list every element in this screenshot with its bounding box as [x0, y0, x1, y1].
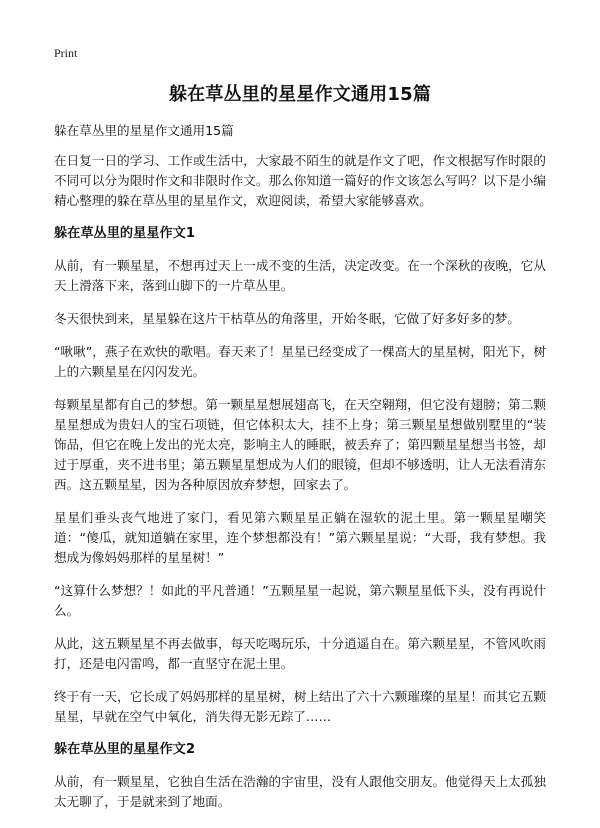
essay-heading: 躲在草丛里的星星作文2	[54, 742, 196, 757]
essay-2	[54, 740, 546, 812]
page-title: 躲在草丛里的星星作文通用15篇	[168, 84, 432, 105]
essay-paragraph: 从此，这五颗星星不再去做事，每天吃喝玩乐，十分逍遥自在。第六颗星星，不管风吹雨打，还是电闪雷鸣，都一直坚守在泥土里。	[54, 636, 546, 671]
essay-paragraph: 冬天很快到来，星星躲在这片干枯草丛的角落里，开始冬眠，它做了好多好多的梦。	[54, 311, 520, 326]
intro-paragraph: 在日复一日的学习、工作或生活中，大家最不陌生的就是作文了吧，作文根据写作时限的不同可以分为限时作文和非限时作文。那么你知道一篇好的作文该怎么写吗？以下是小编精心整理的躲在草丛里的星星作文，欢迎阅读，希望大家能够喜欢。	[54, 153, 546, 208]
essay-paragraph: 终于有一天，它长成了妈妈那样的星星树，树上结出了六十六颗璀璨的星星！而其它五颗星星，早就在空气中氧化，消失得无影无踪了……	[54, 689, 546, 724]
essay-paragraph: 从前，有一颗星星，不想再过天上一成不变的生活，决定改变。在一个深秋的夜晚，它从天上滑落下来，落到山脚下的一片草丛里。	[54, 258, 546, 293]
print-link[interactable]: Print	[54, 46, 78, 60]
essay-paragraph: “啾啾”，燕子在欢快的歌唱。春天来了！星星已经变成了一棵高大的星星树，阳光下，树上的六颗星星在闪闪发光。	[54, 344, 546, 379]
essay-paragraph: 从前，有一颗星星，它独自生活在浩瀚的宇宙里，没有人跟他交朋友。他觉得天上太孤独太无聊了，于是就来到了地面。	[54, 774, 546, 809]
document-body	[54, 121, 546, 825]
essay-paragraph: “这算什么梦想？！如此的平凡普通！”五颗星星一起说，第六颗星星低下头，没有再说什么。	[54, 583, 546, 618]
essay-heading: 躲在草丛里的星星作文1	[54, 226, 196, 241]
essay-paragraph: 星星们垂头丧气地进了家门，看见第六颗星星正躺在湿软的泥土里。第一颗星星嘲笑道：“傻瓜，就知道躺在家里，连个梦想都没有！”第六颗星星说：“大哥，我有梦想。我想成为像妈妈那样的星星树！”	[54, 510, 546, 565]
essay-1	[54, 224, 546, 727]
essay-paragraph: 每颗星星都有自己的梦想。第一颗星星想展翅高飞，在天空翱翔，但它没有翅膀；第二颗星星想成为贵妇人的宝石项链，但它体积太大，挂不上身；第三颗星星想做别墅里的“装饰品，但它在晚上发出的光太亮，影响主人的睡眠，被丢弃了；第四颗星星想当书签，却过于厚重，夹不进书里；第五颗星星想成为人们的眼镜，但却不够透明，让人无法看清东西。这五颗星星，因为各种原因放弃梦想，回家去了。	[54, 397, 546, 492]
document-subtitle: 躲在草丛里的星星作文通用15篇	[54, 123, 234, 138]
